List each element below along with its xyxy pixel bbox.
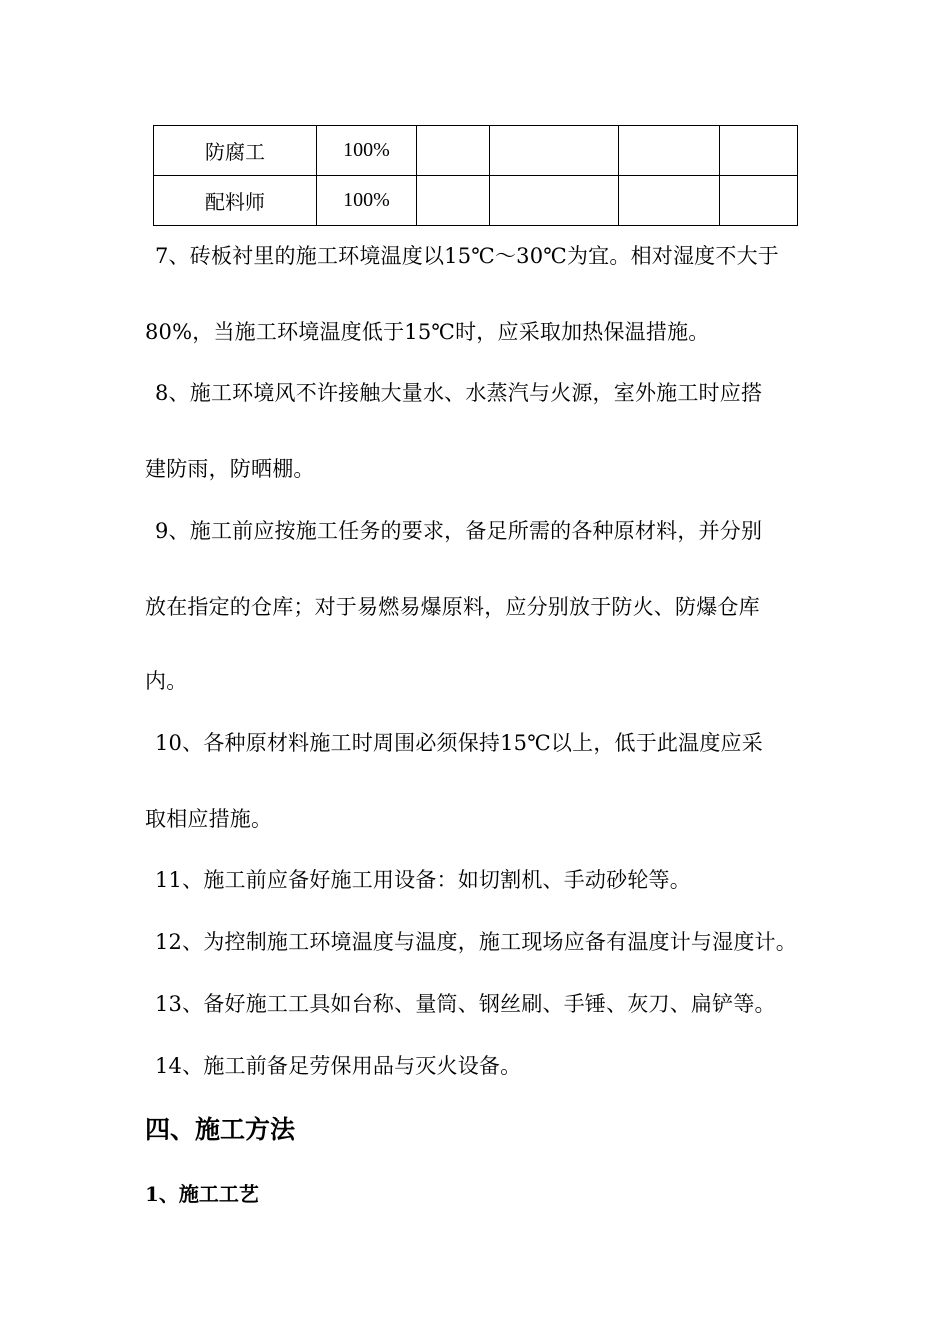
paragraph-line: 13、备好施工工具如台称、量筒、钢丝刷、手锤、灰刀、扁铲等。 (155, 992, 776, 1016)
paragraph-line: 12、为控制施工环境温度与温度，施工现场应备有温度计与湿度计。 (155, 930, 797, 954)
table-row (154, 176, 798, 226)
paragraph-line: 内。 (145, 669, 188, 693)
staff-ratio-table (153, 125, 798, 226)
ratio-cell: 100% (317, 176, 417, 226)
paragraph-line: 14、施工前备足劳保用品与灭火设备。 (155, 1054, 522, 1078)
role-cell: 配料师 (154, 176, 317, 226)
table-row (154, 126, 798, 176)
paragraph-line: 9、施工前应按施工任务的要求，备足所需的各种原材料，并分别 (155, 519, 763, 543)
empty-cell (417, 176, 490, 226)
paragraph-line: 建防雨，防晒棚。 (145, 457, 315, 481)
ratio-cell: 100% (317, 126, 417, 176)
subsection-heading: 1、施工工艺 (145, 1182, 259, 1206)
empty-cell (417, 126, 490, 176)
empty-cell (490, 176, 619, 226)
paragraph-line: 取相应措施。 (145, 807, 273, 831)
paragraph-line: 7、砖板衬里的施工环境温度以15℃～30℃为宜。相对湿度不大于 (155, 244, 779, 268)
empty-cell (720, 176, 798, 226)
role-cell: 防腐工 (154, 126, 317, 176)
paragraph-line: 10、各种原材料施工时周围必须保持15℃以上，低于此温度应采 (155, 731, 763, 755)
paragraph-line: 80%，当施工环境温度低于15℃时，应采取加热保温措施。 (145, 320, 710, 344)
paragraph-line: 放在指定的仓库；对于易燃易爆原料，应分别放于防火、防爆仓库 (145, 595, 760, 619)
empty-cell (490, 126, 619, 176)
paragraph-line: 11、施工前应备好施工用设备：如切割机、手动砂轮等。 (155, 868, 691, 892)
empty-cell (619, 126, 720, 176)
empty-cell (619, 176, 720, 226)
paragraph-line: 8、施工环境风不许接触大量水、水蒸汽与火源，室外施工时应搭 (155, 381, 763, 405)
section-heading: 四、施工方法 (145, 1115, 296, 1144)
empty-cell (720, 126, 798, 176)
